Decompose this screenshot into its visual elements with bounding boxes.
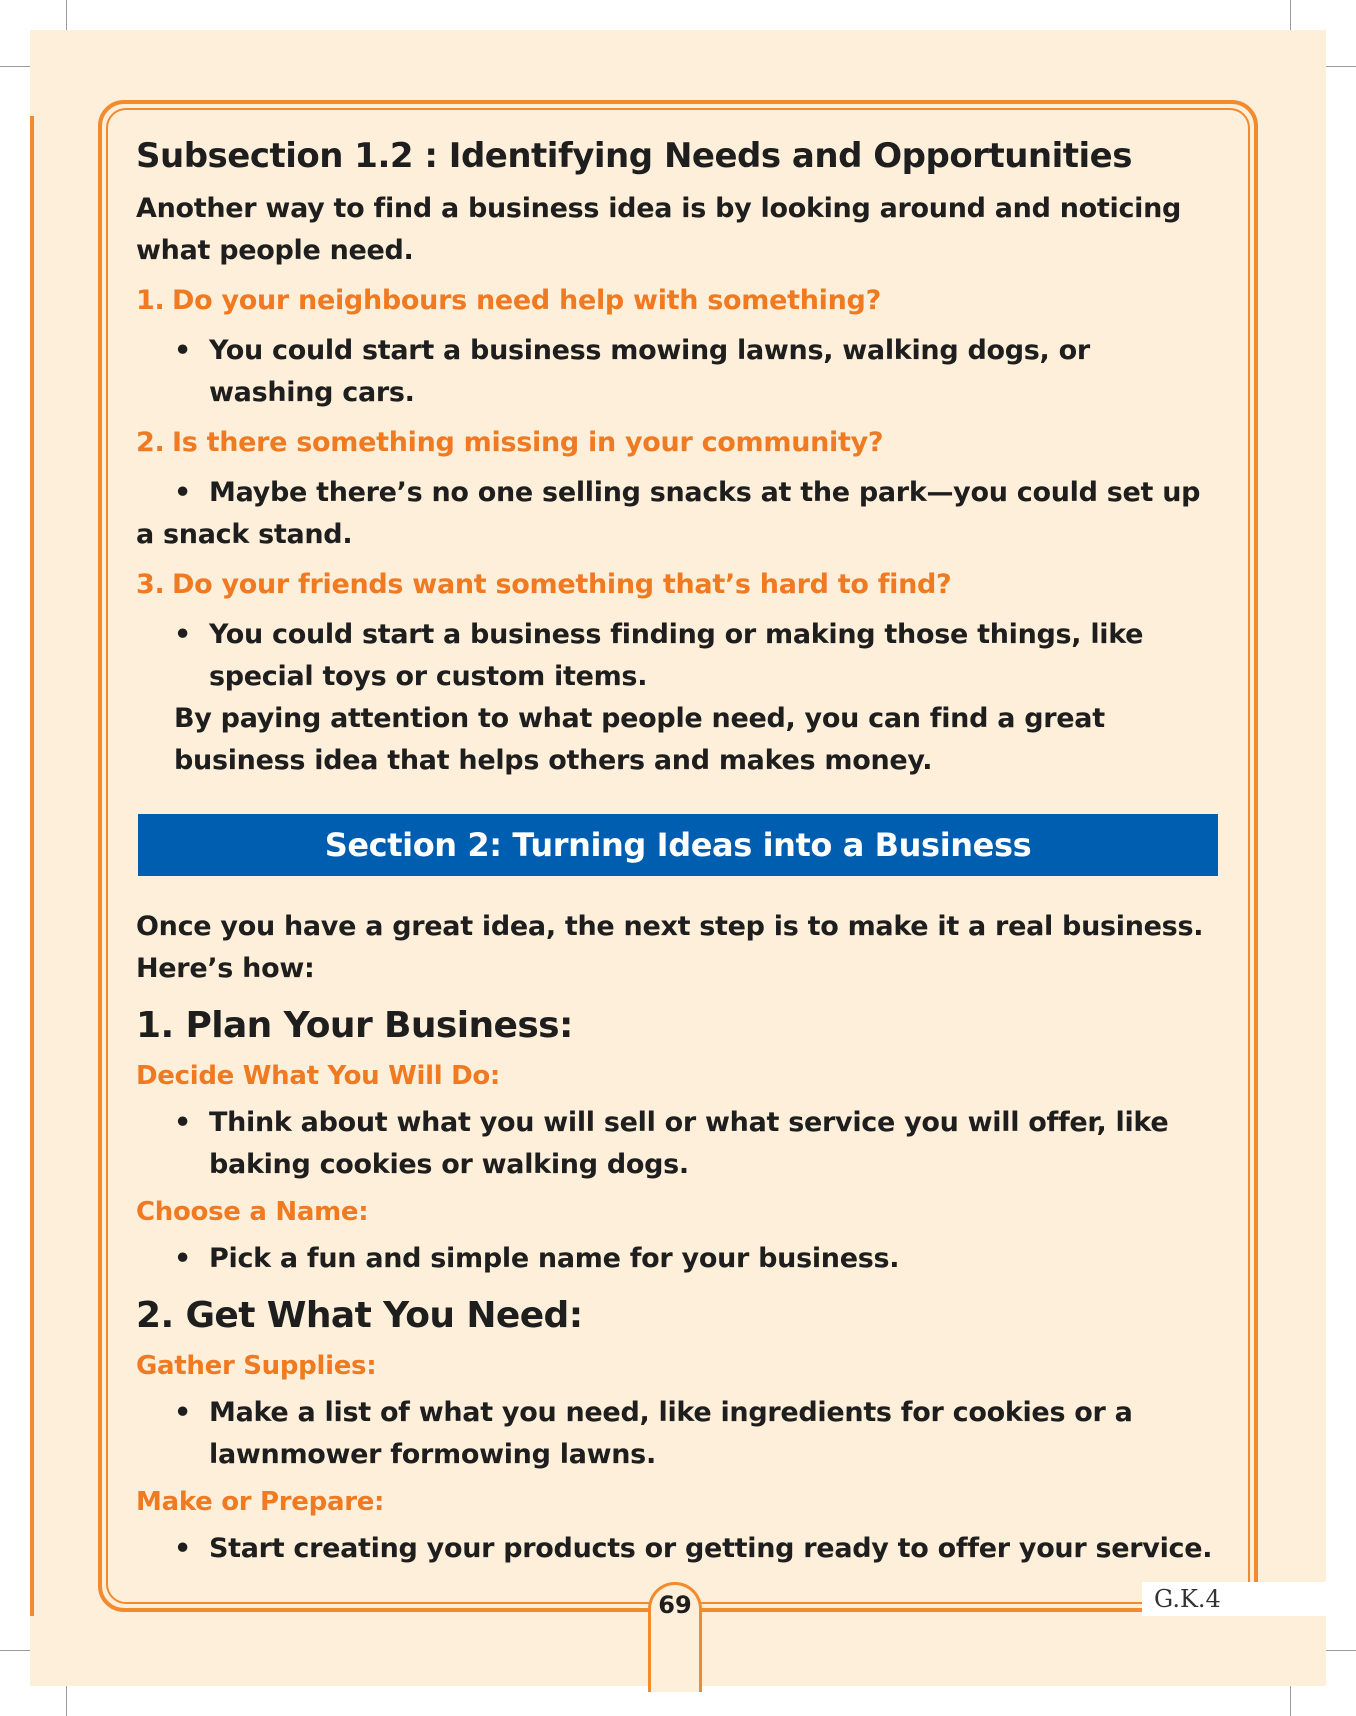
question-number: 1.	[136, 285, 165, 316]
bullet-text: Maybe there’s no one selling snacks at the park—you could set up a snack stand.	[136, 477, 1201, 550]
list-item	[136, 1392, 1222, 1476]
crop-mark	[66, 0, 67, 30]
bullet-text: Pick a fun and simple name for your business.	[209, 1243, 900, 1274]
crop-mark	[0, 66, 30, 67]
bullet-text: Make a list of what you need, like ingredients for cookies or a lawnmower formowing lawns.	[209, 1397, 1133, 1470]
question-text: Is there something missing in your community?	[172, 427, 884, 458]
bullet-text: Think about what you will sell or what service you will offer, like baking cookies or walking dogs.	[209, 1107, 1169, 1180]
bullet-text: Start creating your products or getting ready to offer your service.	[209, 1533, 1213, 1564]
step-2-item-2-label: Make or Prepare:	[136, 1487, 385, 1517]
step-2-heading: 2. Get What You Need:	[136, 1295, 583, 1336]
bullet-icon: •	[174, 1397, 191, 1428]
step-1-item-1-label: Decide What You Will Do:	[136, 1061, 501, 1091]
question-1	[136, 280, 1222, 322]
question-number: 2.	[136, 427, 165, 458]
question-text: Do your neighbours need help with something?	[172, 285, 881, 316]
subsection-intro: Another way to find a business idea is by looking around and noticing what people need.	[136, 193, 1182, 266]
bullet-text: You could start a business mowing lawns, walking dogs, or washing cars.	[209, 335, 1090, 408]
step-2-item-1-label: Gather Supplies:	[136, 1351, 377, 1381]
bullet-icon: •	[174, 1243, 191, 1274]
crop-mark	[1326, 66, 1356, 67]
bullet-icon: •	[174, 335, 191, 366]
bullet-icon: •	[174, 619, 191, 650]
step-1-heading: 1. Plan Your Business:	[136, 1005, 573, 1046]
list-item	[136, 614, 1222, 698]
list-item	[136, 1238, 1222, 1280]
list-item	[136, 1102, 1222, 1186]
list-item	[136, 1528, 1222, 1570]
crop-mark	[66, 1686, 67, 1716]
list-item	[136, 472, 1222, 556]
question-number: 3.	[136, 569, 165, 600]
crop-mark	[1290, 1686, 1291, 1716]
bullet-icon: •	[174, 1533, 191, 1564]
section-2-intro: Once you have a great idea, the next step is to make it a real business. Here’s how:	[136, 911, 1204, 984]
section-2-title: Section 2: Turning Ideas into a Business	[138, 814, 1218, 876]
list-item	[136, 330, 1222, 414]
crop-mark	[0, 1650, 30, 1651]
book-code: G.K.4	[1142, 1582, 1326, 1616]
bullet-text: You could start a business finding or making those things, like special toys or custom items.	[209, 619, 1144, 692]
bullet-icon: •	[174, 477, 191, 508]
question-3	[136, 564, 1222, 606]
subsection-title: Subsection 1.2 : Identifying Needs and Opportunities	[136, 136, 1132, 176]
step-1-item-2-label: Choose a Name:	[136, 1197, 369, 1227]
question-text: Do your friends want something that’s hard to find?	[172, 569, 952, 600]
question-2	[136, 422, 1222, 464]
crop-mark	[1326, 1650, 1356, 1651]
page-number: 69	[658, 1591, 692, 1619]
subsection-closing: By paying attention to what people need, you can find a great business idea that helps others and makes money.	[174, 703, 1105, 776]
bullet-icon: •	[174, 1107, 191, 1138]
left-stripe	[30, 116, 34, 1616]
crop-mark	[1290, 0, 1291, 30]
page-content	[136, 134, 1222, 1570]
